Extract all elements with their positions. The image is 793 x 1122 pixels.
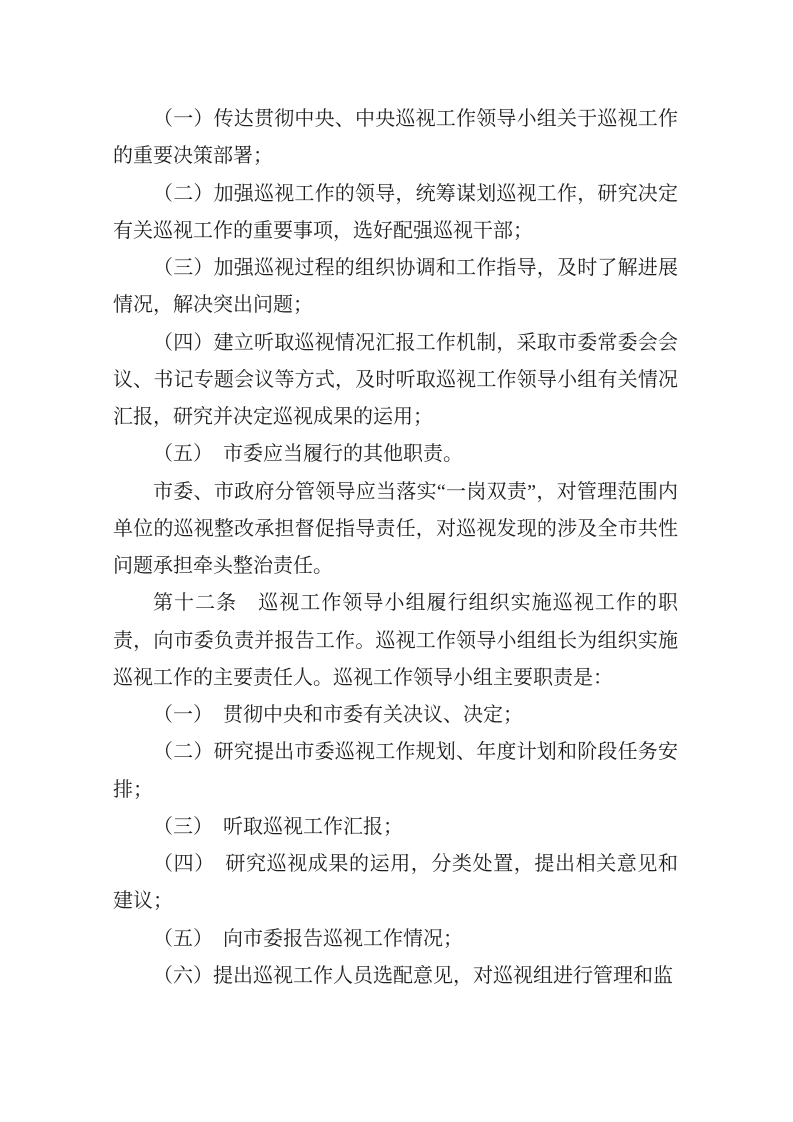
paragraph-article-12: 第十二条 巡视工作领导小组履行组织实施巡视工作的职责，向市委负责并报告工作。巡视工作领导小组组长为组织实施巡视工作的主要责任人。巡视工作领导小组主要职责是： <box>113 592 678 689</box>
paragraph-duty-item-3: （三）加强巡视过程的组织协调和工作指导，及时了解进展情况，解决突出问题； <box>113 257 678 317</box>
paragraph-duty-item-4: （四）建立听取巡视情况汇报工作机制，采取市委常委会会议、书记专题会议等方式，及时听取巡视工作领导小组有关情况汇报，研究并决定巡视成果的运用； <box>113 331 678 428</box>
paragraph-duty-item-1: （一）传达贯彻中央、中央巡视工作领导小组关于巡视工作的重要决策部署； <box>113 108 678 168</box>
paragraph-group-duty-item-5: （五） 向市委报告巡视工作情况； <box>153 927 463 950</box>
paragraph-duty-item-2: （二）加强巡视工作的领导，统筹谋划巡视工作，研究决定有关巡视工作的重要事项，选好配强巡视干部； <box>113 182 678 242</box>
paragraph-group-duty-item-4: （四） 研究巡视成果的运用，分类处置，提出相关意见和建议； <box>113 853 678 913</box>
paragraph-group-duty-item-2: （二）研究提出市委巡视工作规划、年度计划和阶段任务安排； <box>113 741 678 801</box>
paragraph-leadership-responsibility: 市委、市政府分管领导应当落实“一岗双责”，对管理范围内单位的巡视整改承担督促指导责任，对巡视发现的涉及全市共性问题承担牵头整治责任。 <box>113 480 678 577</box>
paragraph-group-duty-item-6: （六）提出巡视工作人员选配意见，对巡视组进行管理和监 <box>153 964 673 987</box>
paragraph-group-duty-item-3: （三） 听取巡视工作汇报； <box>153 815 403 838</box>
document-body <box>113 101 678 995</box>
paragraph-duty-item-5: （五） 市委应当履行的其他职责。 <box>153 443 463 466</box>
paragraph-group-duty-item-1: （一） 贯彻中央和市委有关决议、决定； <box>153 704 523 726</box>
